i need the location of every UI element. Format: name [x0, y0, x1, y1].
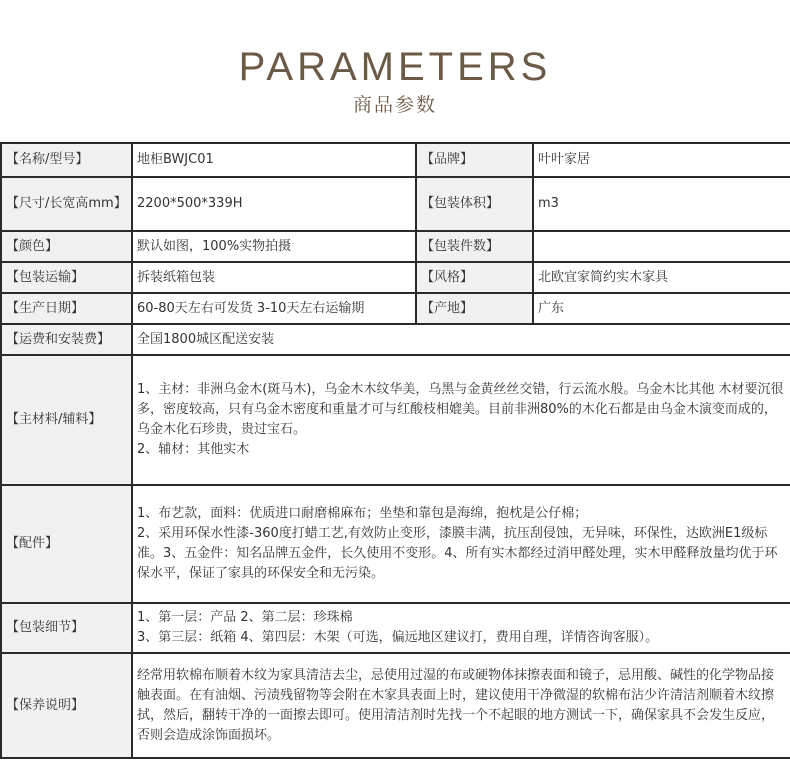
origin-label: 【产地】: [416, 293, 533, 324]
size-value: 2200*500*339H: [132, 177, 416, 231]
production-date-label: 【生产日期】: [1, 293, 132, 324]
table-row: [1, 355, 790, 485]
brand-value: 叶叶家居: [533, 143, 790, 177]
parameters-table: [0, 142, 790, 759]
care-label: 【保养说明】: [1, 653, 132, 758]
care-value: [132, 653, 790, 758]
package-count-label: 【包装件数】: [416, 231, 533, 262]
page-header: [0, 0, 790, 140]
color-label: 【颜色】: [1, 231, 132, 262]
color-value: 默认如图，100%实物拍摄: [132, 231, 416, 262]
accessories-finish-text: 2、采用环保水性漆-360度打蜡工艺,有效防止变形，漆膜丰满，抗压刮侵蚀，无异味，环保性，达欧洲E1级标准。3、五金件：知名品牌五金件，长久使用不变形。4、所有实木都经过消甲醛处理，实木甲醛释放量均优于环保水平，保证了家具的环保安全和无污染。: [137, 526, 778, 581]
material-value: [132, 355, 790, 485]
table-row: [1, 603, 790, 653]
package-volume-label: 【包装体积】: [416, 177, 533, 231]
size-label: 【尺寸/长宽高mm】: [1, 177, 132, 231]
style-value: 北欧宜家简约实木家具: [533, 262, 790, 293]
package-volume-value: m3: [533, 177, 790, 231]
shipping-value: 拆装纸箱包装: [132, 262, 416, 293]
accessories-label: 【配件】: [1, 485, 132, 603]
style-label: 【风格】: [416, 262, 533, 293]
accessories-fabric-text: 1、布艺款，面料：优质进口耐磨棉麻布；坐垫和靠包是海绵，抱枕是公仔棉；: [137, 506, 588, 521]
material-main-text: 1、主材：非洲乌金木(斑马木)，乌金木木纹华美，乌黑与金黄丝丝交错，行云流水般。乌金木比其他 木材要沉很多，密度较高，只有乌金木密度和重量才可与红酸枝相媲美。目前非洲80%的木化石都是由乌金木演变而成的，乌金木化石珍贵，贵过宝石。: [137, 382, 784, 437]
page-title: PARAMETERS: [238, 45, 552, 89]
brand-label: 【品牌】: [416, 143, 533, 177]
delivery-install-value: 全国1800城区配送安装: [132, 324, 790, 355]
table-row: [1, 177, 790, 231]
origin-value: 广东: [533, 293, 790, 324]
packing-details-value: [132, 603, 790, 653]
table-row: [1, 324, 790, 355]
accessories-value: [132, 485, 790, 603]
package-count-value: [533, 231, 790, 262]
delivery-install-label: 【运费和安装费】: [1, 324, 132, 355]
name-model-label: 【名称/型号】: [1, 143, 132, 177]
page-subtitle: 商品参数: [352, 94, 437, 116]
table-row: [1, 293, 790, 324]
material-label: 【主材料/辅料】: [1, 355, 132, 485]
packing-layers-3-4: 3、第三层：纸箱 4、第四层：木架（可选，偏远地区建议打，费用自理，详情咨询客服）。: [137, 630, 659, 645]
name-model-value: 地柜BWJC01: [132, 143, 416, 177]
table-row: [1, 262, 790, 293]
packing-details-label: 【包装细节】: [1, 603, 132, 653]
table-row: [1, 143, 790, 177]
table-row: [1, 231, 790, 262]
care-text: 经常用软棉布顺着木纹为家具清洁去尘，忌使用过湿的布或硬物体抹擦表面和镜子，忌用酸、碱性的化学物品接触表面。在有油烟、污渍残留物等会附在木家具表面上时，建议使用干净微湿的软棉布沾少许清洁剂顺着木纹擦拭，然后，翻转干净的一面擦去即可。使用清洁剂时先找一个不起眼的地方测试一下，确保家具不会发生反应，否则会造成涂饰面损坏。: [137, 667, 775, 743]
packing-layers-1-2: 1、第一层：产品 2、第二层：珍珠棉: [137, 610, 353, 625]
table-row: [1, 653, 790, 758]
table-row: [1, 485, 790, 603]
material-aux-text: 2、辅材：其他实木: [137, 442, 250, 457]
shipping-label: 【包装运输】: [1, 262, 132, 293]
production-date-value: 60-80天左右可发货 3-10天左右运输期: [132, 293, 416, 324]
